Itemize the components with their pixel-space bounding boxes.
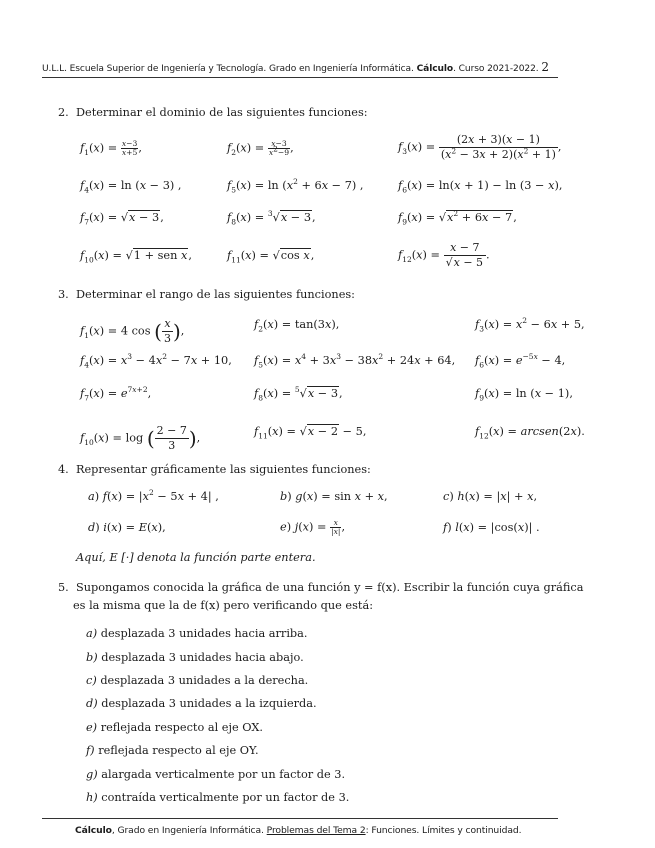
header-course: Cálculo [416, 64, 454, 74]
section-4-note: Aquí, E [·] denota la función parte entera. [76, 551, 316, 564]
range-f2: $f_2(x) = \tan(3x)$, [254, 318, 340, 334]
domain-f11: $f_{11}(x) = √\cos$ x, [227, 249, 315, 265]
footer-rule [42, 818, 558, 819]
section-5-line2: es la misma que la de f(x) pero verificando que está: [73, 599, 373, 612]
page-number: 2 [541, 60, 549, 74]
domain-f1: $f_1(x)$ = $\frac{x-3}{x+5}$ , [80, 139, 142, 157]
domain-f8: $f_8(x) = ^3√x - 3$, [227, 209, 316, 227]
page-header [42, 60, 558, 74]
range-f4: $f_4(x) = x^3 - 4x^2 - 7x + 10$, [80, 352, 232, 370]
domain-f10: $f_{10}(x) = √1$ + sen x, [80, 249, 192, 265]
list-item: c) desplazada 3 unidades a la derecha. [86, 674, 309, 687]
range-f5: $f_5(x) = x^4 + 3x^3 - 38x^2 + 24x + 64$, [254, 352, 456, 370]
domain-f2: $f_2(x)$ = $\frac{x-3}{x^2-9}$ , [227, 139, 294, 157]
graph-d: d) i(x) = E(x), [88, 521, 166, 534]
section-4-heading: 4. Representar gráficamente las siguientes funciones: [58, 463, 371, 476]
header-rule [42, 77, 558, 78]
graph-c: c) h(x) = |x| + x, [443, 490, 538, 503]
range-f12: $f_{12}(x)$ = arcsen(2x). [475, 425, 585, 441]
domain-f12: $f_{12}(x)$ = $\frac{x - 7}{√x - 5}$ . [398, 241, 490, 269]
range-f6: $f_6(x) = e^{-5x} - 4$, [475, 352, 566, 370]
range-f10: $f_{10}(x) = \log$ ( $\frac{2 - 7}{3}$ ), [80, 424, 201, 452]
section-5-heading: 5. Supongamos conocida la gráfica de una función y = f(x). Escribir la función cuya gráfica [58, 581, 584, 594]
range-f11: $f_{11}(x) = √x - 2 - 5$, [254, 425, 367, 441]
graph-a: a) $f(x) = |x^2 - 5x + 4|$ , [88, 488, 219, 503]
domain-f9: $f_9(x) = √x^2 + 6x - 7$, [398, 209, 517, 227]
domain-f6: $f_6(x) = \ln(x + 1) - \ln (3 - x)$, [398, 179, 563, 195]
range-f3: $f_3(x) = x^2 - 6x + 5$, [475, 316, 585, 334]
list-item: f) reflejada respecto al eje OY. [86, 744, 259, 757]
page-footer: Cálculo, Grado en Ingeniería Informática. Problemas del Tema 2: Funciones. Límites y continuidad. [75, 825, 522, 836]
header-year: . Curso 2021-2022. [453, 64, 539, 74]
list-item: a) desplazada 3 unidades hacia arriba. [86, 627, 308, 640]
domain-f5: $f_5(x) = \ln (x^2 + 6x - 7)$ , [227, 177, 364, 195]
list-item: g) alargada verticalmente por un factor de 3. [86, 768, 346, 781]
section-3-heading: 3. Determinar el rango de las siguientes funciones: [58, 288, 355, 301]
list-item: b) desplazada 3 unidades hacia abajo. [86, 651, 304, 664]
list-item: d) desplazada 3 unidades a la izquierda. [86, 697, 317, 710]
domain-f7: $f_7(x) = √x - 3$, [80, 211, 164, 227]
section-2-heading: 2. Determinar el dominio de las siguientes funciones: [58, 106, 368, 119]
list-item: h) contraída verticalmente por un factor de 3. [86, 791, 350, 804]
domain-f4: $f_4(x) = \ln (x - 3)$ , [80, 179, 182, 195]
range-f7: $f_7(x) = e^{7x+2}$, [80, 385, 152, 403]
range-f1: $f_1(x) = 4$ cos ( $\frac{x}{3}$ ), [80, 317, 185, 345]
footer-link[interactable]: Problemas del Tema 2 [266, 825, 366, 836]
domain-f3: $f_3(x)$ = $\frac{(2x + 3)(x - 1)}{(x^2 - 3x + 2)(x^2 + 1)}$ , [398, 133, 562, 161]
footer-course: Cálculo [75, 825, 112, 836]
graph-f: f) l(x) = |cos(x)| . [443, 521, 540, 534]
range-f9: $f_9(x) = \ln (x - 1)$, [475, 387, 573, 403]
range-f8: $f_8(x) = ^5√x - 3$, [254, 385, 343, 403]
graph-b: b) g(x) = sin x + x, [280, 490, 388, 503]
list-item: e) reflejada respecto al eje OX. [86, 721, 263, 734]
header-text: U.L.L. Escuela Superior de Ingeniería y Tecnología. Grado en Ingeniería Informática. [42, 64, 417, 74]
graph-e: e) j(x) = $\frac{x}{|x|}$ , [280, 518, 346, 536]
